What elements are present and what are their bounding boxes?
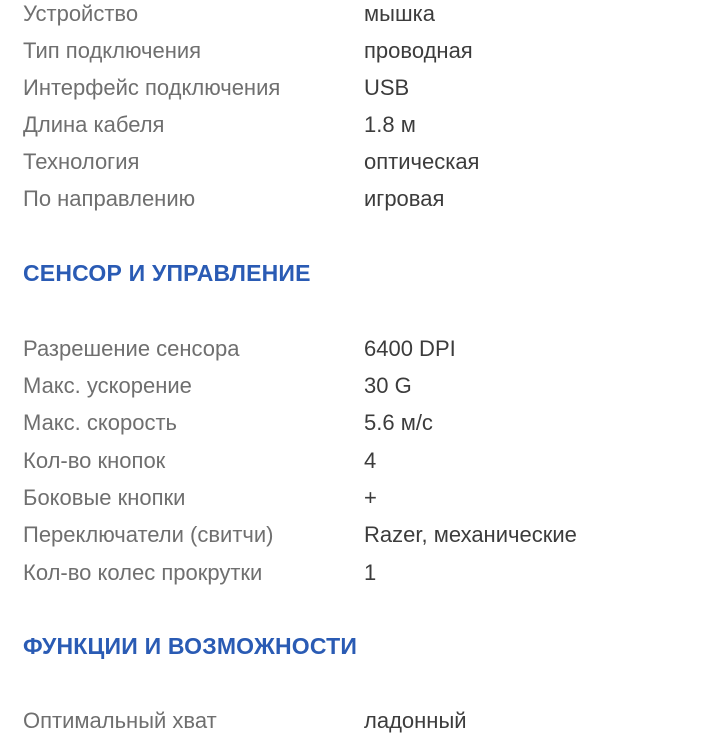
spec-value: 30 G (364, 373, 412, 398)
spec-row-connection-type (0, 37, 720, 74)
spec-label: Макс. ускорение (23, 373, 192, 398)
spec-label: Переключатели (свитчи) (23, 522, 274, 547)
spec-value: оптическая (364, 149, 480, 174)
spec-label: Кол-во колес прокрутки (23, 560, 263, 585)
spec-row-button-count (0, 447, 720, 484)
spec-row-optimal-grip (0, 707, 720, 744)
spec-label: Макс. скорость (23, 410, 178, 435)
spec-label: По направлению (23, 186, 196, 211)
spec-label: Кол-во кнопок (23, 448, 166, 473)
spec-label: Длина кабеля (23, 112, 165, 137)
spec-value: 5.6 м/с (364, 410, 433, 435)
spec-row-scroll-wheels (0, 559, 720, 596)
spec-value: 6400 DPI (364, 336, 456, 361)
spec-row-device (0, 0, 720, 37)
spec-label: Интерфейс подключения (23, 75, 281, 100)
spec-value: Razer, механические (364, 522, 577, 547)
spec-label: Устройство (23, 1, 139, 26)
spec-value: игровая (364, 186, 445, 211)
spec-row-sensor-resolution (0, 335, 720, 372)
spec-label: Боковые кнопки (23, 485, 186, 510)
spec-value: ладонный (364, 708, 467, 733)
spec-value: 1 (364, 560, 377, 585)
spec-row-purpose (0, 185, 720, 222)
spec-value: мышка (364, 1, 435, 26)
spec-label: Тип подключения (23, 38, 202, 63)
spec-value: проводная (364, 38, 473, 63)
spec-row-switches (0, 521, 720, 558)
spec-value: 4 (364, 448, 377, 473)
spec-value: 1.8 м (364, 112, 416, 137)
spec-value: + (364, 485, 377, 510)
spec-row-interface (0, 74, 720, 111)
section-heading-sensor: СЕНСОР И УПРАВЛЕНИЕ (23, 260, 311, 286)
spec-label: Технология (23, 149, 140, 174)
spec-label: Оптимальный хват (23, 708, 217, 733)
spec-row-technology (0, 148, 720, 185)
spec-row-max-acceleration (0, 372, 720, 409)
spec-label: Разрешение сенсора (23, 336, 240, 361)
spec-row-max-speed (0, 409, 720, 446)
section-heading-features: ФУНКЦИИ И ВОЗМОЖНОСТИ (23, 633, 358, 659)
spec-row-side-buttons (0, 484, 720, 521)
spec-row-cable-length (0, 111, 720, 148)
spec-value: USB (364, 75, 410, 100)
